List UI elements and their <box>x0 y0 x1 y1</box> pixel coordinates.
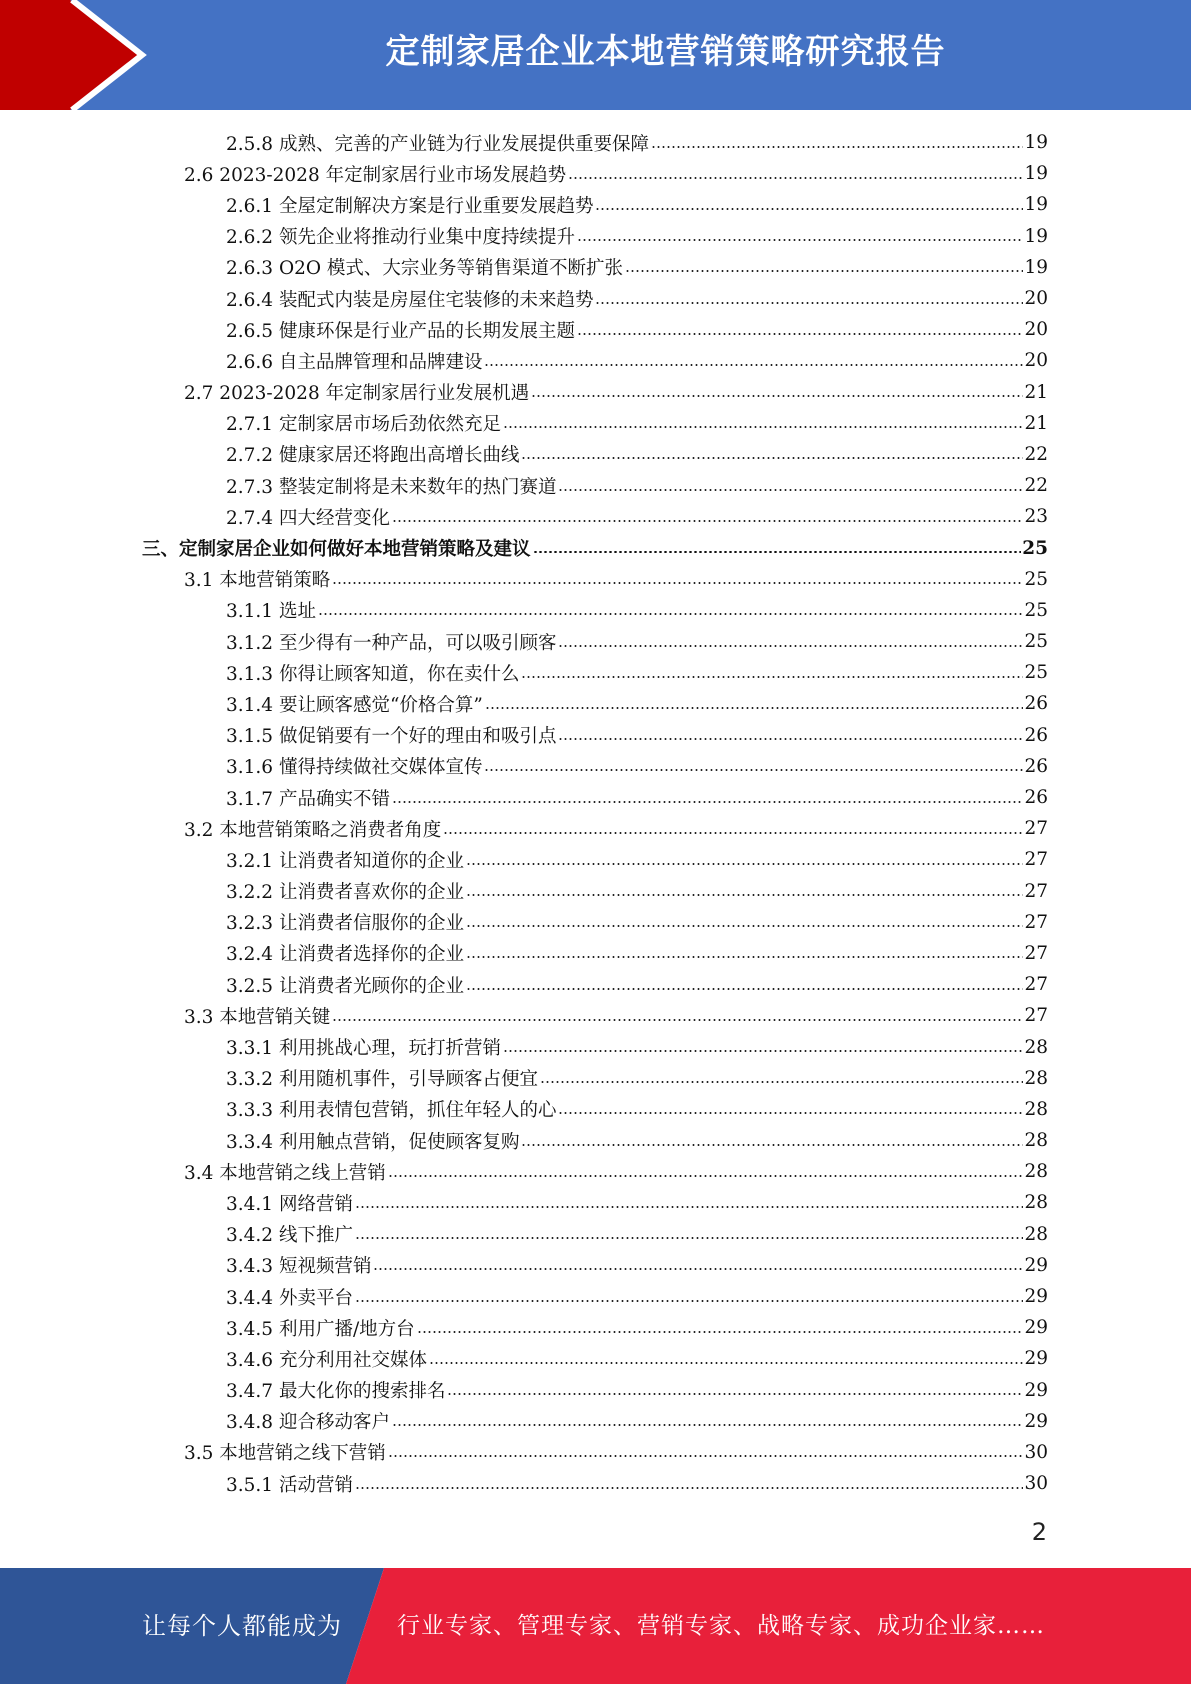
footer-slogan-left: 让每个人都能成为 <box>142 1612 342 1640</box>
toc-entry-page: 28 <box>1024 1192 1048 1214</box>
toc-entry[interactable] <box>0 595 1048 626</box>
toc-dot-leader <box>355 1206 1024 1208</box>
toc-entry[interactable] <box>0 969 1048 1000</box>
toc-entry-page: 22 <box>1024 443 1048 465</box>
toc-entry[interactable] <box>0 314 1048 345</box>
toc-entry[interactable] <box>0 1000 1048 1031</box>
toc-entry-page: 19 <box>1024 256 1048 278</box>
toc-entry-title: 3.2.5 让消费者光顾你的企业 <box>226 975 464 997</box>
toc-entry-page: 29 <box>1024 1379 1048 1401</box>
toc-dot-leader <box>392 1424 1023 1426</box>
toc-entry-page: 28 <box>1024 1130 1048 1152</box>
toc-entry[interactable] <box>0 1094 1048 1125</box>
toc-entry-page: 25 <box>1024 631 1048 653</box>
toc-entry-title: 3.2.2 让消费者喜欢你的企业 <box>226 882 464 904</box>
toc-entry-title: 2.6.4 装配式内装是房屋住宅装修的未来趋势 <box>226 289 594 311</box>
toc-entry-page: 19 <box>1024 163 1048 185</box>
toc-entry-title: 2.6 2023-2028 年定制家居行业市场发展趋势 <box>184 164 567 186</box>
toc-entry-page: 27 <box>1024 880 1048 902</box>
toc-entry-title: 3.4 本地营销之线上营销 <box>184 1162 386 1184</box>
toc-dot-leader <box>355 1237 1024 1239</box>
toc-entry[interactable] <box>0 1063 1048 1094</box>
header-arrow-decoration <box>0 0 160 110</box>
toc-entry[interactable] <box>0 1187 1048 1218</box>
toc-entry-title: 3.1.5 做促销要有一个好的理由和吸引点 <box>226 726 557 748</box>
toc-entry-title: 3.1.3 你得让顾客知道，你在卖什么 <box>226 663 520 685</box>
toc-entry[interactable] <box>0 221 1048 252</box>
toc-entry-page: 20 <box>1024 319 1048 341</box>
toc-dot-leader <box>625 270 1024 272</box>
toc-entry-title: 3.3.1 利用挑战心理，玩打折营销 <box>226 1038 501 1060</box>
toc-dot-leader <box>651 146 1023 148</box>
toc-entry[interactable] <box>0 127 1048 158</box>
toc-entry-title: 3.2.1 让消费者知道你的企业 <box>226 850 464 872</box>
toc-dot-leader <box>521 457 1023 459</box>
table-of-contents <box>0 127 1191 1499</box>
toc-entry-title: 3.5.1 活动营销 <box>226 1474 353 1496</box>
toc-entry[interactable] <box>0 1125 1048 1156</box>
toc-entry-page: 27 <box>1024 942 1048 964</box>
toc-entry[interactable] <box>0 283 1048 314</box>
toc-entry-title: 3.3.3 利用表情包营销，抓住年轻人的心 <box>226 1100 557 1122</box>
toc-dot-leader <box>485 707 1024 709</box>
toc-entry-title: 3.1.6 懂得持续做社交媒体宣传 <box>226 757 483 779</box>
toc-entry-page: 28 <box>1024 1161 1048 1183</box>
toc-entry-page: 29 <box>1024 1286 1048 1308</box>
toc-dot-leader <box>577 239 1023 241</box>
toc-dot-leader <box>388 1175 1024 1177</box>
toc-dot-leader <box>533 551 1022 554</box>
toc-dot-leader <box>355 1300 1024 1302</box>
toc-dot-leader <box>558 645 1023 647</box>
toc-dot-leader <box>392 801 1023 803</box>
page-header <box>0 0 1191 110</box>
toc-entry[interactable] <box>0 1219 1048 1250</box>
toc-dot-leader <box>540 1081 1023 1083</box>
toc-entry[interactable] <box>0 1312 1048 1343</box>
footer-slogan-right: 行业专家、管理专家、营销专家、战略专家、成功企业家…… <box>397 1613 1045 1639</box>
toc-entry[interactable] <box>0 377 1048 408</box>
toc-entry-page: 26 <box>1024 693 1048 715</box>
toc-entry[interactable] <box>0 470 1048 501</box>
toc-entry[interactable] <box>0 345 1048 376</box>
toc-entry[interactable] <box>0 782 1048 813</box>
toc-entry[interactable] <box>0 189 1048 220</box>
toc-entry[interactable] <box>0 907 1048 938</box>
toc-entry[interactable] <box>0 158 1048 189</box>
toc-entry-page: 27 <box>1024 974 1048 996</box>
toc-entry-page: 23 <box>1024 506 1048 528</box>
toc-entry-page: 28 <box>1024 1223 1048 1245</box>
header-red-chevron <box>0 0 140 110</box>
toc-entry-title: 2.6.6 自主品牌管理和品牌建设 <box>226 351 483 373</box>
toc-dot-leader <box>531 395 1023 397</box>
toc-entry-title: 3.4.6 充分利用社交媒体 <box>226 1349 427 1371</box>
toc-dot-leader <box>417 1331 1024 1333</box>
toc-entry-title: 3.3.2 利用随机事件，引导顾客占便宜 <box>226 1069 538 1091</box>
toc-entry-page: 29 <box>1024 1410 1048 1432</box>
toc-dot-leader <box>443 832 1023 834</box>
toc-dot-leader <box>355 1487 1024 1489</box>
toc-dot-leader <box>466 988 1023 990</box>
toc-dot-leader <box>577 333 1023 335</box>
toc-entry-title: 3.4.2 线下推广 <box>226 1225 353 1247</box>
toc-entry-title: 3.4.7 最大化你的搜索排名 <box>226 1381 446 1403</box>
toc-dot-leader <box>466 956 1023 958</box>
toc-entry-title: 3.4.3 短视频营销 <box>226 1256 372 1278</box>
toc-entry-title: 3.2 本地营销策略之消费者角度 <box>184 819 442 841</box>
toc-entry-title: 3.1.4 要让顾客感觉“价格合算” <box>226 694 483 716</box>
toc-entry[interactable] <box>0 657 1048 688</box>
toc-entry-title: 3.1.1 选址 <box>226 601 316 623</box>
toc-entry-page: 26 <box>1024 755 1048 777</box>
toc-entry-title: 3.2.3 让消费者信服你的企业 <box>226 913 464 935</box>
toc-entry-title: 2.6.5 健康环保是行业产品的长期发展主题 <box>226 320 575 342</box>
toc-entry-page: 21 <box>1024 412 1048 434</box>
toc-entry-page: 27 <box>1024 911 1048 933</box>
toc-entry-title: 3.2.4 让消费者选择你的企业 <box>226 944 464 966</box>
toc-entry-page: 25 <box>1022 537 1048 559</box>
toc-entry-page: 25 <box>1024 599 1048 621</box>
toc-entry-page: 28 <box>1024 1098 1048 1120</box>
toc-entry-title: 3.1.7 产品确实不错 <box>226 788 390 810</box>
toc-dot-leader <box>466 863 1023 865</box>
toc-entry-page: 26 <box>1024 787 1048 809</box>
toc-entry-title: 三、定制家居企业如何做好本地营销策略及建议 <box>142 539 531 561</box>
toc-entry-title: 3.4.1 网络营销 <box>226 1193 353 1215</box>
toc-dot-leader <box>429 1362 1023 1364</box>
toc-entry-page: 19 <box>1024 132 1048 154</box>
toc-entry[interactable] <box>0 532 1048 563</box>
toc-entry-title: 2.6.1 全屋定制解决方案是行业重要发展趋势 <box>226 195 594 217</box>
toc-dot-leader <box>595 208 1023 210</box>
toc-entry[interactable] <box>0 1375 1048 1406</box>
toc-entry[interactable] <box>0 844 1048 875</box>
toc-dot-leader <box>521 676 1023 678</box>
toc-entry-title: 3.4.5 利用广播/地方台 <box>226 1318 415 1340</box>
toc-dot-leader <box>558 489 1023 491</box>
toc-entry-title: 2.6.2 领先企业将推动行业集中度持续提升 <box>226 227 575 249</box>
toc-dot-leader <box>392 520 1023 522</box>
toc-dot-leader <box>521 1144 1023 1146</box>
toc-entry[interactable] <box>0 626 1048 657</box>
toc-dot-leader <box>558 738 1023 740</box>
toc-entry[interactable] <box>0 1250 1048 1281</box>
toc-dot-leader <box>558 1112 1023 1114</box>
toc-entry-title: 2.7.3 整装定制将是未来数年的热门赛道 <box>226 476 557 498</box>
toc-entry-page: 29 <box>1024 1317 1048 1339</box>
toc-entry-title: 2.7.2 健康家居还将跑出高增长曲线 <box>226 445 520 467</box>
toc-entry-page: 25 <box>1024 662 1048 684</box>
toc-entry-page: 30 <box>1024 1441 1048 1463</box>
toc-entry[interactable] <box>0 564 1048 595</box>
toc-entry-page: 27 <box>1024 849 1048 871</box>
toc-entry[interactable] <box>0 1437 1048 1468</box>
toc-entry-page: 20 <box>1024 350 1048 372</box>
toc-dot-leader <box>503 426 1023 428</box>
toc-entry[interactable] <box>0 1281 1048 1312</box>
toc-entry-title: 2.5.8 成熟、完善的产业链为行业发展提供重要保障 <box>226 133 649 155</box>
toc-dot-leader <box>466 894 1023 896</box>
toc-entry-page: 28 <box>1024 1036 1048 1058</box>
toc-entry-title: 3.4.8 迎合移动客户 <box>226 1412 390 1434</box>
toc-entry-page: 30 <box>1024 1473 1048 1495</box>
toc-entry[interactable] <box>0 408 1048 439</box>
toc-dot-leader <box>595 302 1023 304</box>
toc-entry-page: 26 <box>1024 724 1048 746</box>
toc-dot-leader <box>484 364 1023 366</box>
toc-entry-page: 22 <box>1024 475 1048 497</box>
toc-entry[interactable] <box>0 1031 1048 1062</box>
toc-dot-leader <box>332 582 1023 584</box>
toc-entry-page: 19 <box>1024 194 1048 216</box>
toc-entry-title: 3.3 本地营销关键 <box>184 1006 331 1028</box>
toc-entry-title: 3.1.2 至少得有一种产品，可以吸引顾客 <box>226 632 557 654</box>
toc-entry[interactable] <box>0 688 1048 719</box>
toc-dot-leader <box>388 1455 1024 1457</box>
toc-entry-title: 2.7 2023-2028 年定制家居行业发展机遇 <box>184 383 530 405</box>
toc-dot-leader <box>447 1393 1023 1395</box>
toc-dot-leader <box>373 1268 1023 1270</box>
toc-entry[interactable] <box>0 1343 1048 1374</box>
toc-entry-page: 27 <box>1024 818 1048 840</box>
toc-entry-title: 3.4.4 外卖平台 <box>226 1287 353 1309</box>
toc-entry-page: 25 <box>1024 568 1048 590</box>
toc-entry-page: 19 <box>1024 225 1048 247</box>
toc-entry[interactable] <box>0 1468 1048 1499</box>
toc-entry[interactable] <box>0 813 1048 844</box>
toc-dot-leader <box>503 1050 1023 1052</box>
toc-entry-title: 3.1 本地营销策略 <box>184 570 331 592</box>
toc-dot-leader <box>318 613 1024 615</box>
toc-dot-leader <box>466 925 1023 927</box>
toc-entry[interactable] <box>0 252 1048 283</box>
toc-dot-leader <box>332 1019 1023 1021</box>
toc-entry-title: 2.6.3 O2O 模式、大宗业务等销售渠道不断扩张 <box>226 258 623 280</box>
toc-entry[interactable] <box>0 938 1048 969</box>
page-number: 2 <box>1031 1518 1047 1546</box>
toc-dot-leader <box>568 177 1023 179</box>
toc-entry[interactable] <box>0 1156 1048 1187</box>
toc-entry-page: 28 <box>1024 1067 1048 1089</box>
toc-entry[interactable] <box>0 751 1048 782</box>
document-title: 定制家居企业本地营销策略研究报告 <box>385 32 946 72</box>
toc-entry[interactable] <box>0 720 1048 751</box>
toc-entry-page: 21 <box>1024 381 1048 403</box>
toc-entry-page: 29 <box>1024 1348 1048 1370</box>
toc-entry[interactable] <box>0 876 1048 907</box>
toc-entry[interactable] <box>0 1406 1048 1437</box>
toc-entry-title: 3.5 本地营销之线下营销 <box>184 1443 386 1465</box>
toc-entry-title: 3.3.4 利用触点营销，促使顾客复购 <box>226 1131 520 1153</box>
toc-entry[interactable] <box>0 501 1048 532</box>
toc-dot-leader <box>484 769 1023 771</box>
toc-entry-title: 2.7.4 四大经营变化 <box>226 507 390 529</box>
toc-entry-page: 27 <box>1024 1005 1048 1027</box>
toc-entry-page: 29 <box>1024 1254 1048 1276</box>
toc-entry-title: 2.7.1 定制家居市场后劲依然充足 <box>226 414 501 436</box>
page-footer <box>0 1568 1191 1684</box>
toc-entry-page: 20 <box>1024 288 1048 310</box>
toc-entry[interactable] <box>0 439 1048 470</box>
